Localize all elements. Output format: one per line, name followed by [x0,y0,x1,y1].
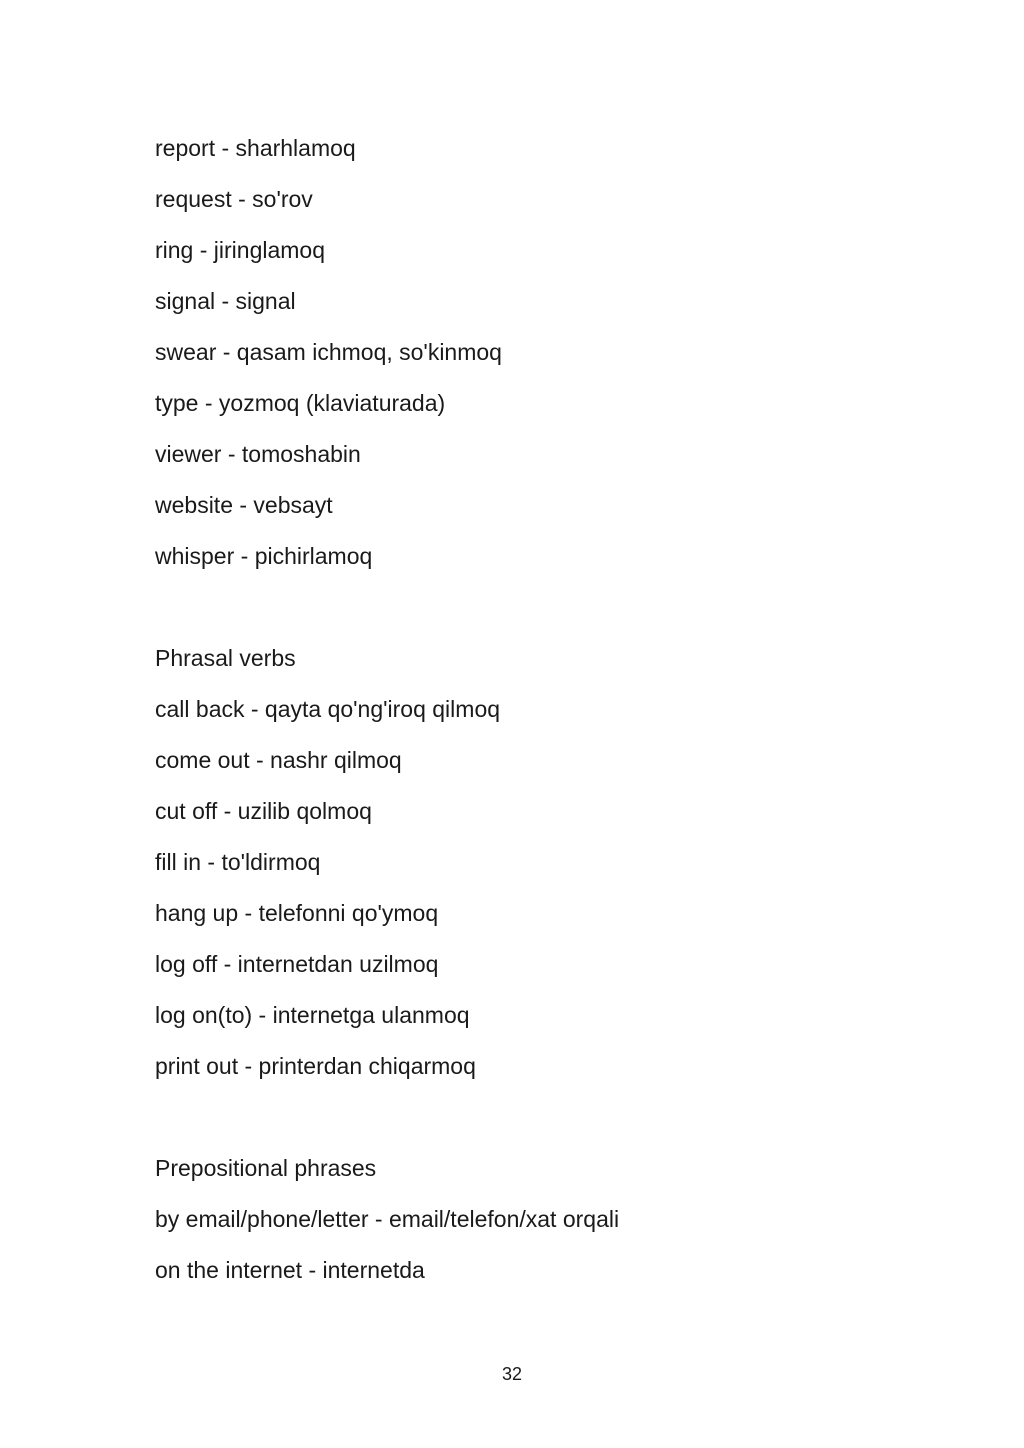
prepositional-phrase-entry: on the internet - internetda [155,1257,425,1283]
document-page [155,123,955,1296]
vocabulary-entry: signal - signal [155,288,296,314]
phrasal-verbs-section [155,633,955,1092]
section-spacer [155,1092,955,1143]
vocabulary-entry: swear - qasam ichmoq, so'kinmoq [155,339,502,365]
vocabulary-entry: viewer - tomoshabin [155,441,361,467]
vocabulary-entry: ring - jiringlamoq [155,237,326,263]
phrasal-verb-entry: hang up - telefonni qo'ymoq [155,900,439,926]
section-heading: Prepositional phrases [155,1155,377,1181]
vocabulary-entry: request - so'rov [155,186,313,212]
vocabulary-entry: type - yozmoq (klaviaturada) [155,390,446,416]
vocabulary-list [155,123,955,582]
prepositional-phrase-entry: by email/phone/letter - email/telefon/xat orqali [155,1206,620,1232]
page-number: 32 [501,1364,523,1384]
vocabulary-entry: website - vebsayt [155,492,333,518]
section-spacer [155,582,955,633]
section-heading: Phrasal verbs [155,645,296,671]
phrasal-verb-entry: call back - qayta qo'ng'iroq qilmoq [155,696,501,722]
phrasal-verb-entry: fill in - to'ldirmoq [155,849,321,875]
phrasal-verb-entry: print out - printerdan chiqarmoq [155,1053,476,1079]
prepositional-phrases-section [155,1143,955,1296]
vocabulary-entry: report - sharhlamoq [155,135,356,161]
phrasal-verb-entry: log on(to) - internetga ulanmoq [155,1002,470,1028]
vocabulary-entry: whisper - pichirlamoq [155,543,373,569]
phrasal-verb-entry: cut off - uzilib qolmoq [155,798,372,824]
phrasal-verb-entry: come out - nashr qilmoq [155,747,402,773]
phrasal-verb-entry: log off - internetdan uzilmoq [155,951,439,977]
